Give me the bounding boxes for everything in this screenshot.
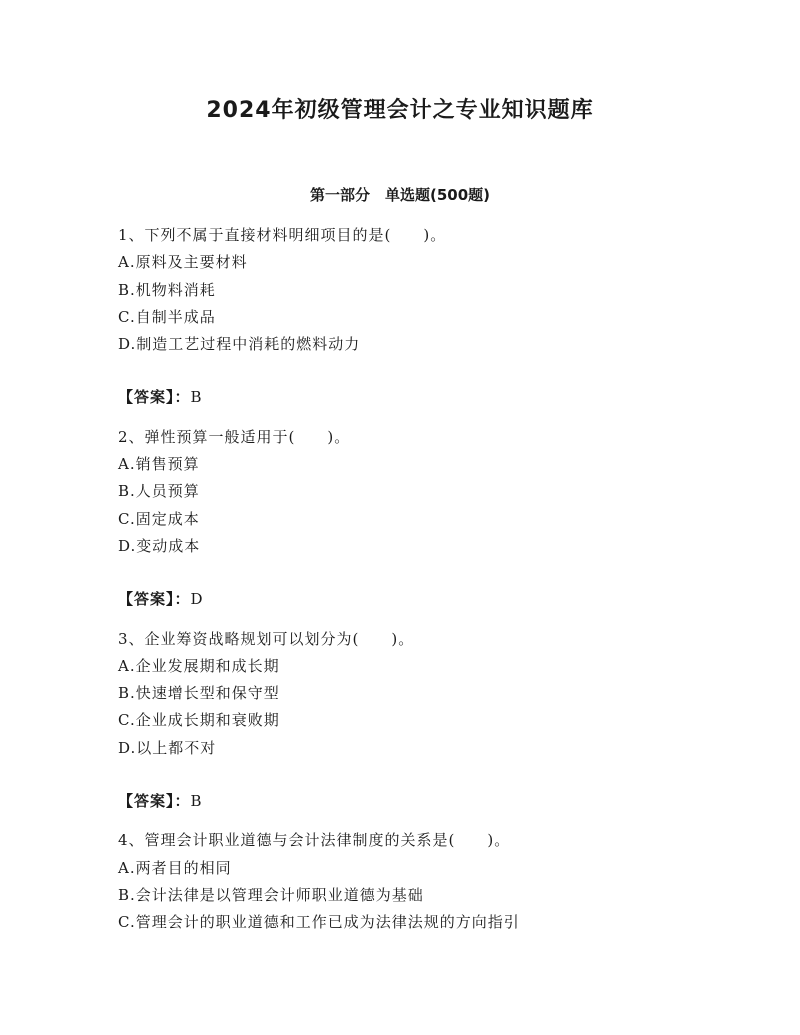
option-b: B.人员预算 [118,482,200,501]
answer-line [118,788,718,815]
option-a: A.销售预算 [118,455,200,474]
option-c: C.企业成长期和衰败期 [118,711,280,730]
option-c: C.管理会计的职业道德和工作已成为法律法规的方向指引 [118,913,520,932]
question-stem: 2、弹性预算一般适用于( )。 [118,427,351,446]
option-b: B.快速增长型和保守型 [118,684,280,703]
question-2 [118,424,718,614]
answer-line [118,384,718,411]
answer-value: B [190,388,203,407]
question-list [118,222,718,937]
section-title: 第一部分 单选题(500题) [309,186,491,204]
option-c: C.固定成本 [118,509,200,528]
option-a: A.两者目的相同 [118,858,232,877]
option-d: D.制造工艺过程中消耗的燃料动力 [118,335,361,354]
answer-label: 【答案】： [118,590,191,609]
question-stem: 3、企业筹资战略规划可以划分为( )。 [118,629,415,648]
question-3 [118,626,718,816]
option-b: B.会计法律是以管理会计师职业道德为基础 [118,885,424,904]
question-stem: 4、管理会计职业道德与会计法律制度的关系是( )。 [118,831,511,850]
answer-label: 【答案】： [118,388,191,407]
option-a: A.原料及主要材料 [118,253,248,272]
question-stem: 1、下列不属于直接材料明细项目的是( )。 [118,226,447,244]
question-4 [118,827,718,936]
answer-label: 【答案】： [118,792,191,811]
answer-value: B [190,792,203,811]
question-1 [118,222,718,412]
option-d: D.以上都不对 [118,738,217,757]
document-title: 2024年初级管理会计之专业知识题库 [206,98,594,123]
answer-line [118,586,718,613]
option-c: C.自制半成品 [118,307,216,326]
option-a: A.企业发展期和成长期 [118,656,280,675]
answer-value: D [190,590,204,609]
option-b: B.机物料消耗 [118,280,216,299]
option-d: D.变动成本 [118,536,201,555]
